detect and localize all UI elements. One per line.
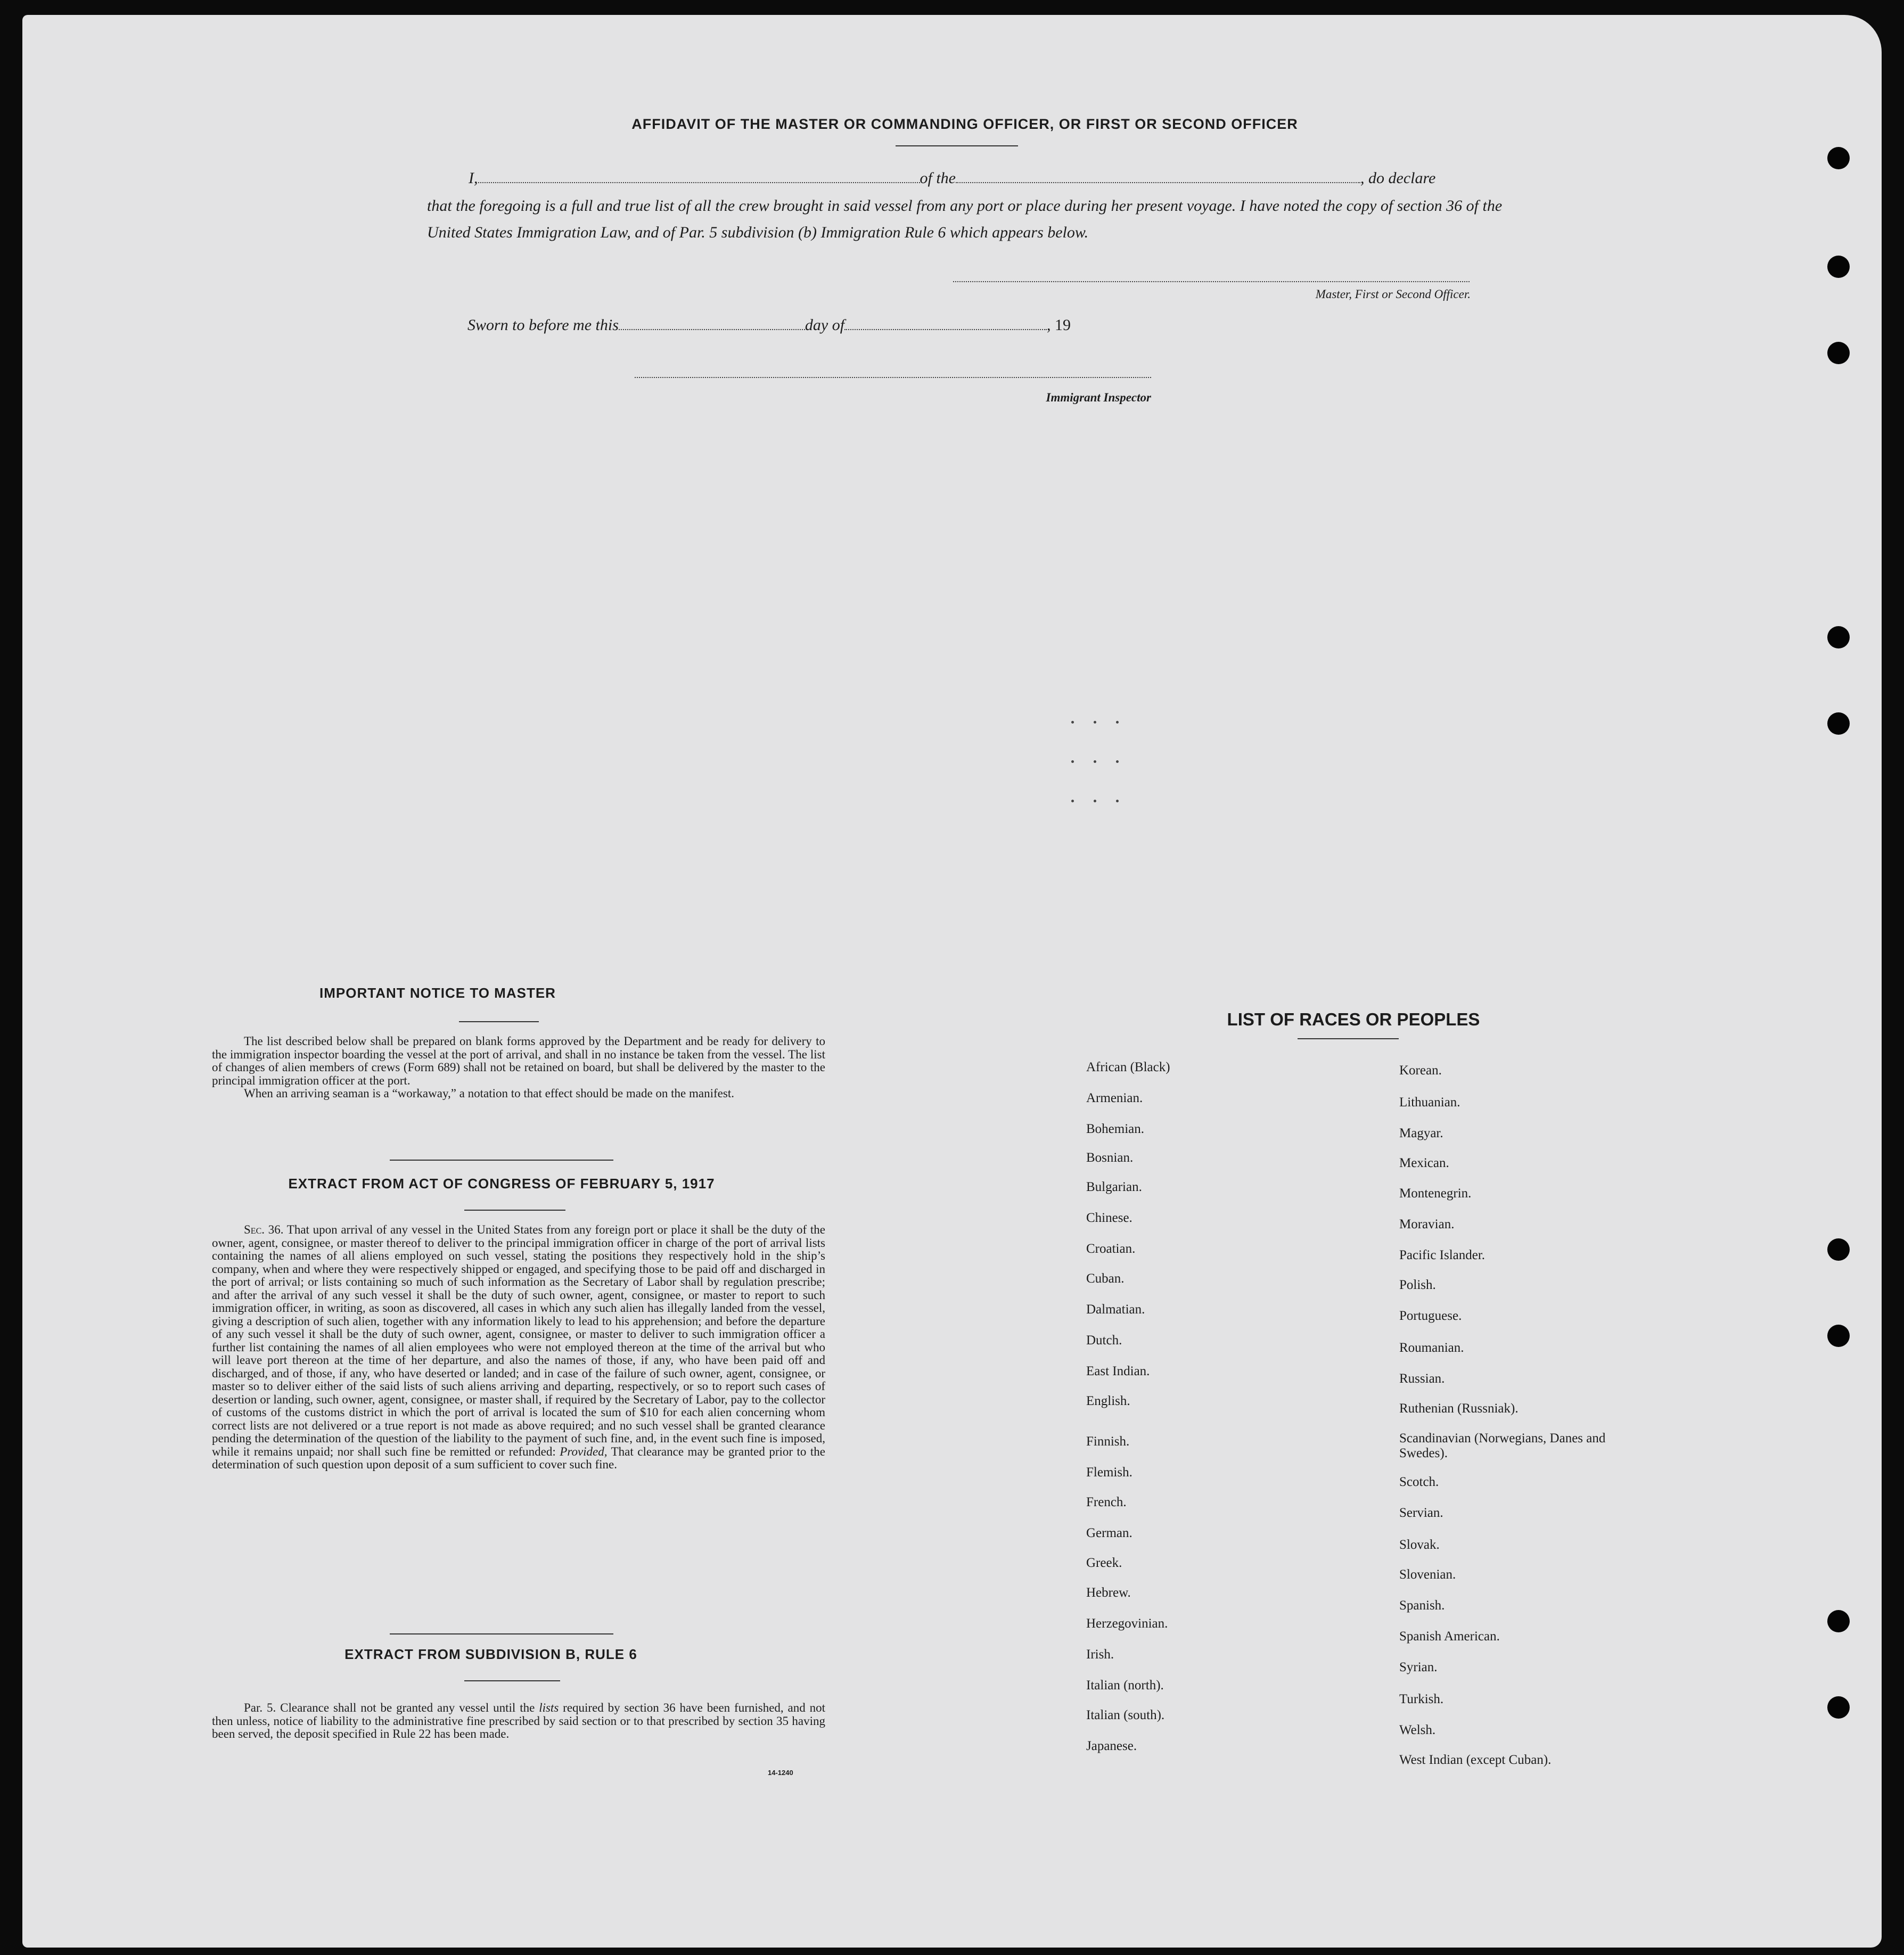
punch-hole-icon xyxy=(1827,1610,1850,1632)
proviso-text: That clearance may be granted prior to the determination of such question upon deposit of a sum sufficient to cover such fine. xyxy=(212,1444,826,1471)
day-of-label: day of xyxy=(805,316,845,334)
signature-label: Master, First or Second Officer. xyxy=(1315,288,1471,301)
race-item: Bosnian. xyxy=(1086,1151,1134,1165)
race-item: German. xyxy=(1086,1526,1132,1540)
stray-mark xyxy=(1116,800,1119,802)
races-divider xyxy=(1298,1038,1399,1039)
race-item: Italian (south). xyxy=(1086,1708,1165,1722)
race-item: Mexican. xyxy=(1399,1156,1449,1170)
month-blank xyxy=(844,316,1047,330)
affidavit-body: that the foregoing is a full and true list of all the crew brought in said vessel from any port or place during her present voyage. I have noted the copy of section 36 of the United States Immigration Law, and of Par. 5 subdivision (b) Immigration Rule 6 which appears below. xyxy=(427,197,1503,241)
race-item: East Indian. xyxy=(1086,1364,1150,1378)
stray-mark xyxy=(1094,760,1096,763)
race-item: Chinese. xyxy=(1086,1211,1132,1225)
rule-body xyxy=(212,1702,825,1741)
punch-hole-icon xyxy=(1827,342,1850,364)
race-item: Dutch. xyxy=(1086,1333,1122,1348)
declaration-i-label: I, xyxy=(469,169,478,187)
race-item: Roumanian. xyxy=(1399,1341,1464,1355)
race-item: Magyar. xyxy=(1399,1126,1443,1140)
rule-title: EXTRACT FROM SUBDIVISION B, RULE 6 xyxy=(344,1646,637,1662)
race-item: Italian (north). xyxy=(1086,1678,1164,1693)
punch-hole-icon xyxy=(1827,256,1850,278)
race-item: Welsh. xyxy=(1399,1723,1436,1737)
race-item: Lithuanian. xyxy=(1399,1095,1460,1110)
race-item: Irish. xyxy=(1086,1647,1114,1662)
race-item: Dalmatian. xyxy=(1086,1302,1145,1317)
title-divider xyxy=(896,145,1018,146)
race-item: Japanese. xyxy=(1086,1739,1137,1753)
stray-mark xyxy=(1071,760,1074,763)
stray-mark xyxy=(1116,721,1119,724)
races-title: LIST OF RACES OR PEOPLES xyxy=(1227,1009,1480,1029)
document-page xyxy=(22,15,1882,1948)
act-text: That upon arrival of any vessel in the United States from any foreign port or place it shall be the duty of the owner, agent, consignee, or master thereof to deliver to the principal immigration officer in charge of the port of arrival lists containing the names of all aliens employed on such vessel, stating the positions they respectively hold in the ship’s company, when and where they were respectively shipped or engaged, and specifying those to be paid off and discharged in the port of arrival; or lists containing so much of such information as the Secretary of Labor shall by regulation prescribe; and after the arrival of any such vessel it shall be the duty of such owner, agent, consignee, or master to report to such immigration officer, in writing, as soon as discovered, all cases in which any such alien has illegally landed from the vessel, giving a description of such alien, together with any information likely to lead to his apprehension; and before the departure of any such vessel it shall be the duty of such owner, agent, consignee, or master to deliver to such immigration officer a further list containing the names of all alien employees who were not employed thereon at the time of the arrival but who will leave port thereon at the time of her departure, and also the names of those, if any, who have been paid off and discharged, and of those, if any, who have deserted or landed; and in case of the failure of such owner, agent, consignee, or master so to deliver either of the said lists of such aliens arriving and departing, respectively, or so to report such cases of desertion or landing, such owner, agent, consignee, or master shall, if required by the Secretary of Labor, pay to the collector of customs of the customs district in which the port of arrival is located the sum of $10 for each alien concerning whom correct lists are not delivered or a true report is not made as above required; and no such vessel shall be granted clearance pending the determination of the question of the liability to the payment of such fine, and, in the event such fine is imposed, while it remains unpaid; nor shall such fine be remitted or refunded: xyxy=(212,1223,825,1458)
declaration-of-label: of the xyxy=(920,169,956,187)
race-item: West Indian (except Cuban). xyxy=(1399,1753,1552,1767)
race-item: Finnish. xyxy=(1086,1434,1130,1449)
day-blank xyxy=(619,316,805,330)
act-divider xyxy=(464,1210,565,1211)
race-item: Syrian. xyxy=(1399,1660,1438,1674)
sworn-label: Sworn to before me this xyxy=(467,316,619,334)
rule-italic: lists xyxy=(539,1701,559,1714)
race-item: Pacific Islander. xyxy=(1399,1248,1486,1262)
race-item: Bohemian. xyxy=(1086,1122,1145,1136)
race-item: African (Black) xyxy=(1086,1060,1170,1074)
inspector-signature-line xyxy=(635,377,1151,378)
race-item: Spanish American. xyxy=(1399,1629,1500,1644)
stray-mark xyxy=(1071,721,1074,724)
punch-hole-icon xyxy=(1827,1325,1850,1347)
race-item: French. xyxy=(1086,1495,1127,1509)
inspector-label: Immigrant Inspector xyxy=(1046,391,1151,404)
section-label: Sec. 36. xyxy=(244,1223,284,1236)
form-number: 14-1240 xyxy=(768,1769,793,1777)
race-item: Portuguese. xyxy=(1399,1309,1462,1323)
race-item: Bulgarian. xyxy=(1086,1180,1142,1194)
name-blank xyxy=(478,169,920,183)
notice-paragraph: When an arriving seaman is a “workaway,” a notation to that effect should be made on the manifest. xyxy=(244,1087,734,1100)
proviso-word: Provided, xyxy=(560,1444,608,1458)
race-item: Scotch. xyxy=(1399,1475,1439,1489)
race-item: Croatian. xyxy=(1086,1242,1136,1256)
rule-text: required by section 36 have been furnished, and not then unless, notice of liability to the administrative fine prescribed by said section or to that prescribed by section 35 having been served, the deposit specified in Rule 22 has been made. xyxy=(212,1701,826,1740)
race-item: Servian. xyxy=(1399,1506,1443,1520)
race-item: Turkish. xyxy=(1399,1692,1444,1706)
race-item: Armenian. xyxy=(1086,1091,1143,1105)
race-item: Korean. xyxy=(1399,1063,1442,1078)
notice-divider xyxy=(459,1021,539,1022)
race-item: Slovak. xyxy=(1399,1538,1440,1552)
race-item: Ruthenian (Russniak). xyxy=(1399,1401,1519,1416)
punch-hole-icon xyxy=(1827,712,1850,735)
act-title: EXTRACT FROM ACT OF CONGRESS OF FEBRUARY 5, 1917 xyxy=(288,1176,715,1192)
punch-hole-icon xyxy=(1827,147,1850,169)
vessel-blank xyxy=(956,169,1360,183)
race-item: Herzegovinian. xyxy=(1086,1616,1168,1631)
sworn-line xyxy=(467,316,1213,334)
notice-body xyxy=(212,1035,825,1100)
rule-text: Par. 5. Clearance shall not be granted any vessel until the xyxy=(244,1701,535,1714)
notice-paragraph: The list described below shall be prepared on blank forms approved by the Department and be ready for delivery to the immigration inspector boarding the vessel at the port of arrival, and shall in no instance be taken from the vessel. The list of changes of alien members of crews (Form 689) shall not be retained on board, but shall be delivered by the master to the principal immigration officer at the port. xyxy=(212,1034,825,1087)
stray-mark xyxy=(1094,721,1096,724)
race-item: Spanish. xyxy=(1399,1598,1445,1613)
punch-hole-icon xyxy=(1827,1238,1850,1261)
race-item: Cuban. xyxy=(1086,1271,1125,1286)
stray-mark xyxy=(1094,800,1096,802)
race-item: Scandinavian (Norwegians, Danes and Swedes). xyxy=(1399,1431,1606,1460)
affidavit-title: AFFIDAVIT OF THE MASTER OR COMMANDING OFFICER, OR FIRST OR SECOND OFFICER xyxy=(631,116,1298,132)
signature-line xyxy=(953,281,1470,282)
race-item: Moravian. xyxy=(1399,1217,1455,1231)
race-item: Montenegrin. xyxy=(1399,1186,1472,1201)
stray-mark xyxy=(1116,760,1119,763)
stray-mark xyxy=(1071,800,1074,802)
notice-title: IMPORTANT NOTICE TO MASTER xyxy=(319,985,556,1001)
race-item: Hebrew. xyxy=(1086,1586,1131,1600)
race-item: Russian. xyxy=(1399,1371,1445,1386)
punch-hole-icon xyxy=(1827,626,1850,648)
race-item: English. xyxy=(1086,1394,1130,1408)
act-body xyxy=(212,1223,825,1472)
section-divider xyxy=(390,1160,613,1161)
declaration-line xyxy=(469,169,1507,187)
declaration-end-label: , do declare xyxy=(1360,169,1436,187)
rule-divider xyxy=(464,1680,560,1681)
race-item: Polish. xyxy=(1399,1278,1436,1292)
race-item: Flemish. xyxy=(1086,1465,1132,1480)
section-divider xyxy=(390,1633,613,1634)
race-item: Slovenian. xyxy=(1399,1567,1456,1582)
race-item: Greek. xyxy=(1086,1556,1122,1570)
year-label: , 19 xyxy=(1047,316,1071,334)
punch-hole-icon xyxy=(1827,1696,1850,1719)
